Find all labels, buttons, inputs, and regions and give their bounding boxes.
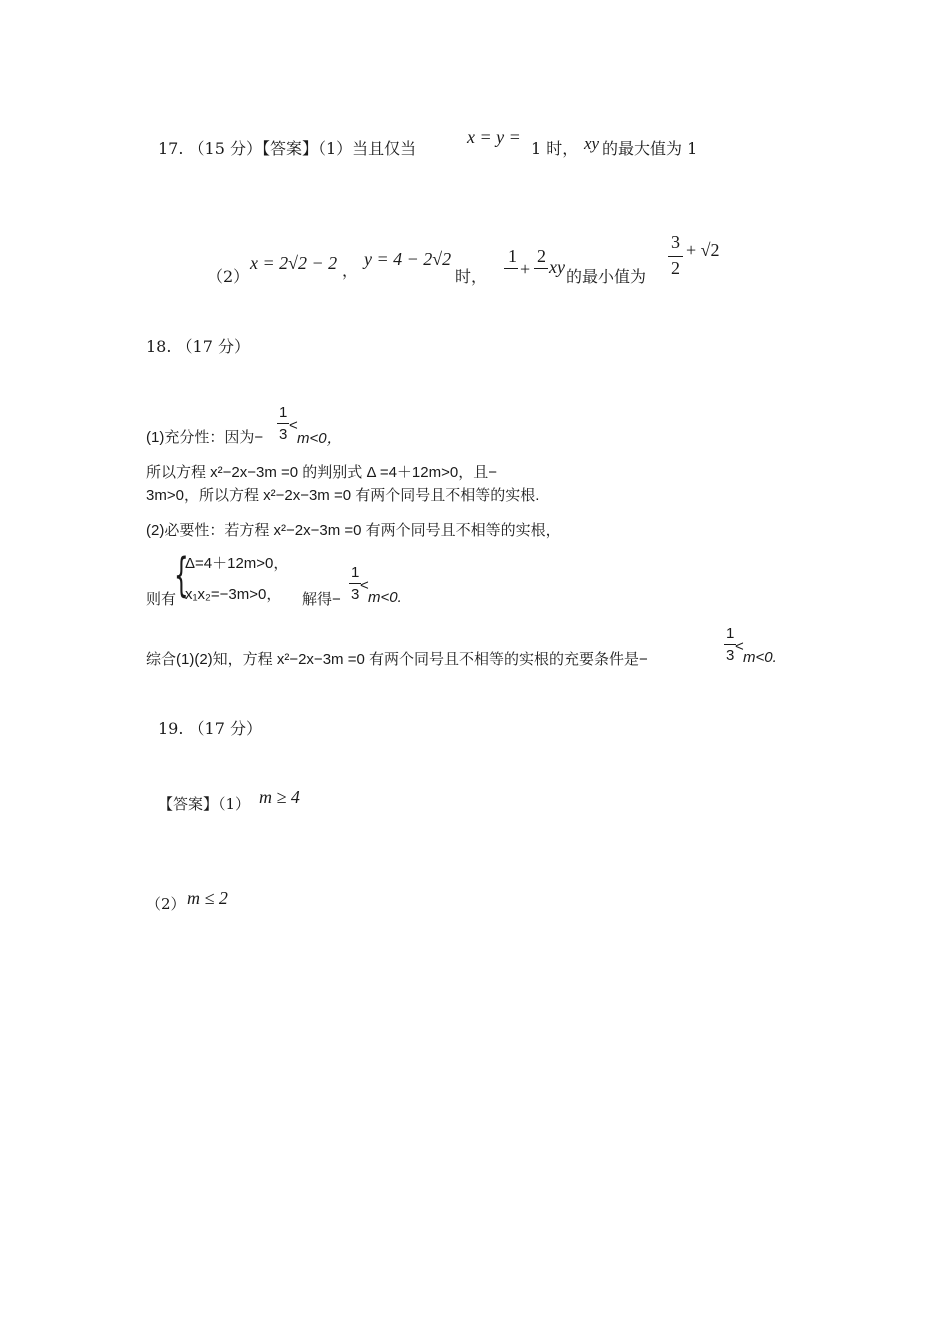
q17-heading: 17. （15 分）【答案】（1）当且仅当 [158,139,417,158]
q17-frac2-bar [534,268,548,269]
q17-rest2: 的最大值为 1 [602,139,698,158]
q19-answer1: m ≥ 4 [259,787,300,807]
q17-ans-bar [668,256,683,257]
q17-min-text: 的最小值为 [566,267,647,286]
q17-frac1-bar [504,268,518,269]
q17-xy2: xy [549,257,565,277]
q17-comma: ， [342,261,359,280]
q18-line3: 3m>0，所以方程 x²−2x−3m =0 有两个同号且不相等的实根. [146,487,540,504]
q18-solve-tail: m<0. [368,589,402,606]
q17-part2-label: （2） [207,267,250,286]
q18-sufficiency-tail: m<0， [297,430,342,447]
q18-solve-frac-den: 3 [351,586,360,603]
q19-part2-label: （2） [146,895,186,913]
q18-concl-frac-num: 1 [726,625,735,642]
q18-concl-frac-den: 3 [726,647,735,664]
q17-ans-den: 2 [671,258,680,278]
q17-xy: xy [584,134,600,153]
q18-frac-bar [277,423,289,424]
q18-conclusion: 综合(1)(2)知，方程 x²−2x−3m =0 有两个同号且不相等的实根的充要条件是− [146,651,648,668]
q18-solve-frac-num: 1 [351,564,360,581]
q17-y-equation: y = 4 − 2√2 [364,249,452,269]
q17-frac2-num: 2 [537,246,546,266]
q18-then: 则有 [146,591,177,608]
q18-concl-lt: < [735,638,744,655]
q18-solve-lt: < [360,577,369,594]
q17-ans-num: 3 [671,232,680,252]
q19-answer-label: 【答案】（1） [158,795,251,813]
q17-eq-xy: x = y = [467,127,521,147]
q17-frac1-num: 1 [508,246,517,266]
q17-x-equation: x = 2√2 − 2 [250,253,338,273]
q18-frac-num: 1 [279,404,288,421]
q18-lt: < [289,417,298,434]
q18-system-line1: Δ=4＋12m>0， [185,555,289,572]
q18-conclusion-tail: m<0. [743,649,777,666]
q18-heading: 18. （17 分） [146,337,250,356]
q18-system-brace: { [174,548,189,602]
q19-heading: 19. （17 分） [158,719,262,738]
q17-plus: + [520,259,531,279]
q17-shi: 时， [455,267,488,286]
q18-frac-den: 3 [279,426,288,443]
q18-necessity: (2)必要性：若方程 x²−2x−3m =0 有两个同号且不相等的实根， [146,522,561,539]
q18-solve: 解得− [302,591,341,608]
q17-rest1: 1 时， [531,139,579,158]
q18-line2: 所以方程 x²−2x−3m =0 的判别式 Δ =4＋12m>0，且− [146,464,497,481]
q17-ans-tail: + √2 [686,240,720,260]
q18-system-line2: x₁x₂=−3m>0， [185,586,282,603]
q18-sufficiency-prefix: (1)充分性：因为− [146,429,264,446]
q19-answer2: m ≤ 2 [187,888,228,908]
